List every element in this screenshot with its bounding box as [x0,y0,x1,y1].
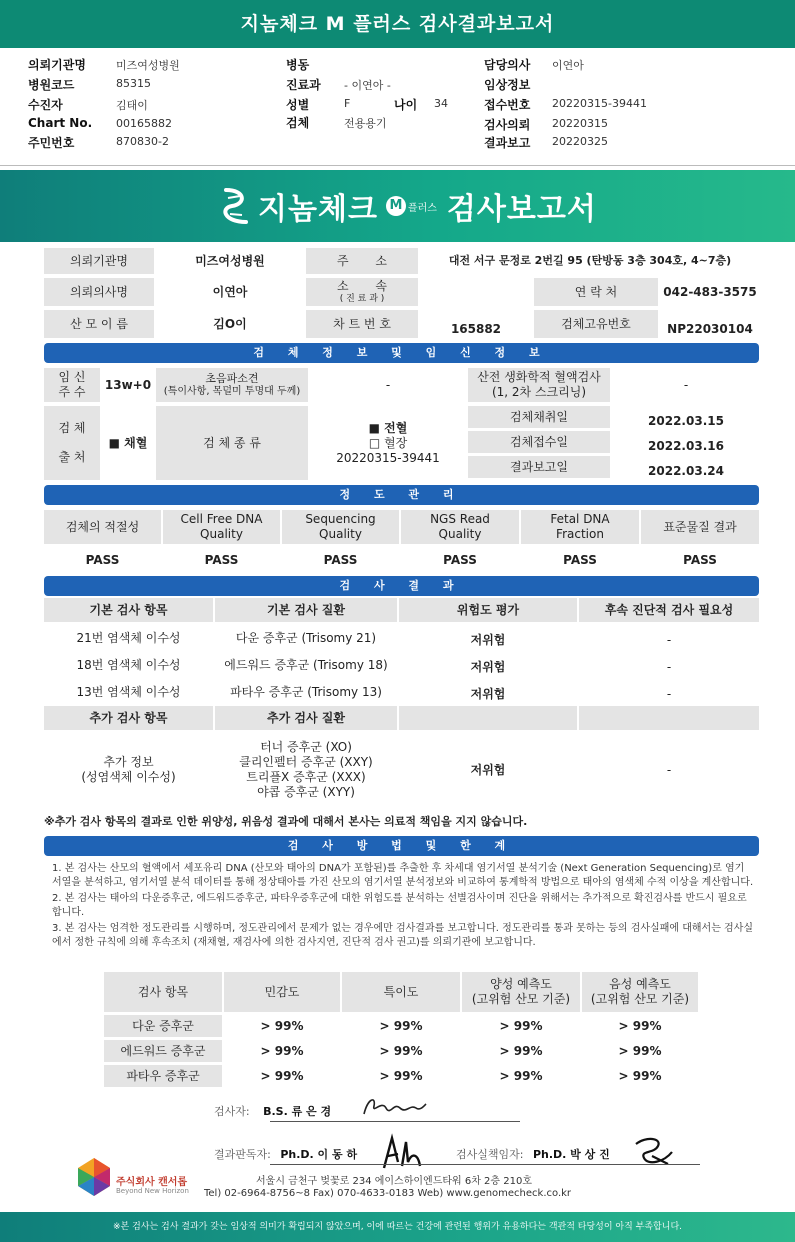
us-label [156,368,308,402]
ga-value: 13w+0 [102,368,154,402]
result-header: 후속 진단적 검사 필요성 [579,598,759,622]
perf-header-line: 음성 예측도 [609,977,671,991]
perf-header-line: (고위험 산모 기준) [471,992,571,1006]
method-paragraph-1: 1. 본 검사는 산모의 혈액에서 세포유리 DNA (산모와 태아의 DNA가 포함된)를 추출한 후 차세대 염기서열 분석기술 (Next Generation Sequencing)로 염기 서열을 분석하고, 염기서열 분석 데이터를 통해 정상태아를 가진 산모의 염기서열 분석정보와 비교하여 통계학적 방법으로 태아의 염색체 수적 이상을 계산합니다. [52,863,754,888]
perf-header-line: 검사 항목 [137,984,189,999]
reviewer-name: Ph.D. 이 동 하 [280,1148,358,1161]
report-label: 결과보고일 [468,456,610,478]
client-dept-label: 소 속 [337,278,387,293]
dna-logo-icon [218,184,254,228]
ga-label-1: 임 신 [58,370,86,384]
qc-header [44,510,161,544]
client-doctor-label: 의뢰의사명 [44,278,154,306]
disclaimer-note: ※추가 검사 항목의 결과로 인한 위양성, 위음성 결과에 대해서 본사는 의료적 책임을 지지 않습니다. [44,815,528,828]
perf-header-line: 특이도 [383,984,419,999]
org-label: 의뢰기관명 [28,58,86,72]
examiner-signature-line [214,1103,331,1119]
perf-row-label: 에드워드 증후군 [104,1040,222,1062]
receipt-no-label: 접수번호 [484,98,531,112]
client-mother-value: 김O이 [156,310,304,338]
sex-value: F [344,97,351,110]
client-dept-cell [306,278,418,306]
source-label-2: 출 처 [58,450,86,464]
examiner-label: 검사자: [214,1105,250,1118]
qc-header-line: Cell Free DNA [180,512,263,526]
perf-header [104,972,222,1012]
client-specimen-id-value: NP22030104 [660,310,760,338]
client-addr-value: 대전 서구 문정로 2번길 95 (탄방동 3층 304호, 4~7층) [420,248,760,274]
client-addr-label: 주 소 [306,248,418,274]
result-cell-disease: 에드워드 증후군 (Trisomy 18) [215,653,397,677]
footer-disclaimer: ※본 검사는 검사 결과가 갖는 임상적 의미가 확립되지 않았으며, 이에 따르는 건강에 관련된 행위가 유용하다는 객관적 타당성이 아직 부족합니다. [0,1212,795,1242]
director-name: Ph.D. 박 상 진 [532,1148,610,1161]
perf-row-value: > 99% [462,1015,580,1037]
patient-value: 김태이 [116,99,148,112]
result-header: 위험도 평가 [399,598,577,622]
perf-header-line: 양성 예측도 [490,977,552,991]
qc-header [641,510,759,544]
age-value: 34 [434,97,448,110]
result-cell-followup: - [579,626,759,650]
receive-value: 2022.03.16 [612,431,760,453]
director-label: 검사실책임자: [456,1148,524,1161]
perf-row-value: > 99% [224,1040,340,1062]
extra-disease-jacob: 야콥 증후군 (XYY) [257,785,355,799]
extra-item-2: (성염색체 이수성) [81,770,176,784]
extra-item-1: 추가 정보 [103,755,154,769]
banner-title [218,182,597,230]
qc-header [163,510,280,544]
banner-plus: 플러스 [407,202,437,214]
extra-disease-turner: 터너 증후군 (XO) [260,740,352,754]
perf-row-value: > 99% [342,1015,460,1037]
client-specimen-id-label: 검체고유번호 [534,310,658,338]
perf-row-value: > 99% [582,1040,698,1062]
qc-header-line: 검체의 적절성 [65,519,140,534]
qc-value: PASS [641,548,759,572]
perf-header [462,972,580,1012]
org-value: 미즈여성병원 [116,59,180,72]
perf-header-line: 민감도 [264,984,300,999]
result-cell-disease: 다운 증후군 (Trisomy 21) [215,626,397,650]
perf-row-value: > 99% [342,1065,460,1087]
director-signature-line [456,1146,610,1162]
type-opt-whole-blood: ■ 전혈 [368,420,408,435]
extra-disease-klinefelter: 클리인펠터 증후군 (XXY) [239,755,373,769]
us-label-2: (특이사항, 목덜미 투명대 두께) [163,385,301,397]
us-label-1: 초음파소견 [205,371,259,385]
result-cell-item: 21번 염색체 이수성 [44,626,213,650]
qc-header-line: Fraction [556,527,604,541]
extra-header-blank-2 [579,706,759,730]
result-cell-disease: 파타우 증후군 (Trisomy 13) [215,680,397,704]
method-paragraph-2: 2. 본 검사는 태아의 다운증후군, 에드워드증후군, 파타우증후군에 대한 위험도를 분석하는 선별검사이며 진단을 위해서는 추가적으로 확진검사를 반드시 필요로 합니다. [52,893,747,918]
section-result: 검 사 결 과 [44,576,759,596]
extra-header-disease: 추가 검사 질환 [215,706,397,730]
us-value: - [310,368,466,402]
client-chart-value: 165882 [420,310,532,338]
perf-row-value: > 99% [224,1065,340,1087]
client-dept-sub: ( 진 료 과 ) [339,293,385,304]
doctor-value: 이연아 [552,59,584,72]
qc-header-line: Sequencing [305,512,376,526]
section-qc: 정 도 관 리 [44,485,759,505]
result-cell-item: 13번 염색체 이수성 [44,680,213,704]
qc-value: PASS [44,548,161,572]
qc-header [282,510,399,544]
method-paragraph-3: 3. 본 검사는 엄격한 정도관리를 시행하며, 정도관리에서 문제가 없는 경우에만 검사결과를 보고합니다. 정도관리를 통과 못하는 등의 검사실패에 대해서는 검사실에서 정한 규칙에 의해 후속조치 (재채혈, 재검사에 의한 검사지연, 진단적 검사 권고)를 의뢰기관에 보고합니다. [52,923,754,948]
extra-followup: - [579,734,759,806]
resident-no-label: 주민번호 [28,136,75,150]
qc-header-line: Quality [200,527,243,541]
section-specimen: 검 체 정 보 및 임 신 정 보 [44,343,759,363]
signature-underline [270,1164,700,1165]
perf-row-label: 다운 증후군 [104,1015,222,1037]
qc-value: PASS [401,548,519,572]
resident-no-value: 870830-2 [116,135,169,148]
type-opt-plasma: □ 혈장 [368,435,408,450]
qc-header-line: Quality [319,527,362,541]
reviewer-signature-icon [378,1132,426,1172]
client-org-label: 의뢰기관명 [44,248,154,274]
age-label: 나이 [394,98,418,112]
result-cell-risk: 저위험 [399,626,577,650]
prenatal-label-2: (1, 2차 스크리닝) [491,385,587,399]
extra-item [44,734,213,806]
client-chart-label: 차 트 번 호 [306,310,418,338]
company-slogan: Beyond New Horizon [116,1187,189,1195]
banner-brand: 지놈체크 [258,192,378,227]
extra-header-item: 추가 검사 항목 [44,706,213,730]
chart-no-label: Chart No. [28,116,93,130]
report-banner [0,170,795,242]
patient-info [0,48,795,166]
client-org-value: 미즈여성병원 [156,248,304,274]
prenatal-value: - [612,368,760,402]
perf-row-value: > 99% [582,1065,698,1087]
perf-row-value: > 99% [582,1015,698,1037]
chart-no-value: 00165882 [116,117,172,130]
ga-label [44,368,100,402]
banner-m-badge: M [386,196,406,216]
perf-row-value: > 99% [462,1065,580,1087]
collect-label: 검체채취일 [468,406,610,428]
result-date-value: 20220325 [552,135,608,148]
qc-header [521,510,639,544]
type-value [310,406,466,480]
qc-header-line: NGS Read [430,512,490,526]
result-cell-item: 18번 염색체 이수성 [44,653,213,677]
perf-header-line: (고위험 산모 기준) [590,992,690,1006]
report-value: 2022.03.24 [612,456,760,478]
perf-row-value: > 99% [462,1040,580,1062]
source-label [44,406,100,480]
report-title: 지놈체크 M 플러스 검사결과보고서 [0,0,795,48]
client-doctor-value: 이연아 [156,278,304,306]
company-address: 서울시 금천구 벚꽃로 234 에이스하이엔드타워 6차 2층 210호 [256,1176,533,1187]
specimen-value: 전용용기 [344,117,387,130]
qc-value: PASS [521,548,639,572]
request-date-label: 검사의뢰 [484,118,531,132]
qc-value: PASS [282,548,399,572]
receive-label: 검체접수일 [468,431,610,453]
source-label-1: 검 체 [58,421,86,435]
perf-row-value: > 99% [224,1015,340,1037]
banner-report: 검사보고서 [446,192,597,227]
perf-header [224,972,340,1012]
qc-header-line: Quality [438,527,482,541]
doctor-label: 담당의사 [484,58,531,72]
examiner-underline [270,1121,520,1122]
ward-label: 병동 [286,58,310,72]
reviewer-signature-line [214,1146,357,1162]
perf-header [342,972,460,1012]
type-label: 검 체 종 류 [156,406,308,480]
perf-row-label: 파타우 증후군 [104,1065,222,1087]
ga-label-2: 주 수 [58,385,86,399]
qc-header-line: Fetal DNA [550,512,610,526]
collect-value: 2022.03.15 [612,406,760,428]
request-date-value: 20220315 [552,117,608,130]
extra-disease-triple-x: 트리플X 증후군 (XXX) [246,770,366,784]
extra-header-blank-1 [399,706,577,730]
result-cell-risk: 저위험 [399,653,577,677]
perf-header [582,972,698,1012]
company-name: 주식회사 캔서롭 [116,1177,188,1188]
patient-label: 수진자 [28,98,63,112]
prenatal-label-1: 산전 생화학적 혈액검사 [477,370,601,384]
examiner-name: B.S. 류 은 경 [263,1105,332,1118]
extra-diseases [215,734,397,806]
client-dept-value [420,278,532,306]
hospital-code-value: 85315 [116,77,151,90]
extra-risk: 저위험 [399,734,577,806]
prenatal-label [468,368,610,402]
result-header: 기본 검사 질환 [215,598,397,622]
perf-row-value: > 99% [342,1040,460,1062]
sex-label: 성별 [286,98,310,112]
dept-label: 진료과 [286,78,321,92]
result-cell-followup: - [579,653,759,677]
examiner-signature-icon [360,1094,430,1120]
receipt-no-value: 20220315-39441 [552,97,647,110]
source-value: ■ 채혈 [102,406,154,480]
type-id: 20220315-39441 [336,450,440,465]
qc-header-line: 표준물질 결과 [663,519,737,534]
company-contact: Tel) 02-6964-8756~8 Fax) 070-4633-0183 Web) www.genomecheck.co.kr [204,1188,572,1199]
clinical-info-label: 임상정보 [484,78,531,92]
company-logo-icon [76,1156,112,1198]
qc-value: PASS [163,548,280,572]
result-cell-risk: 저위험 [399,680,577,704]
reviewer-label: 결과판독자: [214,1148,271,1161]
client-contact-label: 연 락 처 [534,278,658,306]
client-contact-value: 042-483-3575 [660,278,760,306]
method-text [52,862,757,952]
result-header: 기본 검사 항목 [44,598,213,622]
client-mother-label: 산 모 이 름 [44,310,154,338]
result-date-label: 결과보고 [484,136,531,150]
qc-header [401,510,519,544]
result-cell-followup: - [579,680,759,704]
section-method: 검 사 방 법 및 한 계 [44,836,759,856]
specimen-label: 검체 [286,116,310,130]
hospital-code-label: 병원코드 [28,78,75,92]
dept-value: - 이연아 - [344,79,391,92]
